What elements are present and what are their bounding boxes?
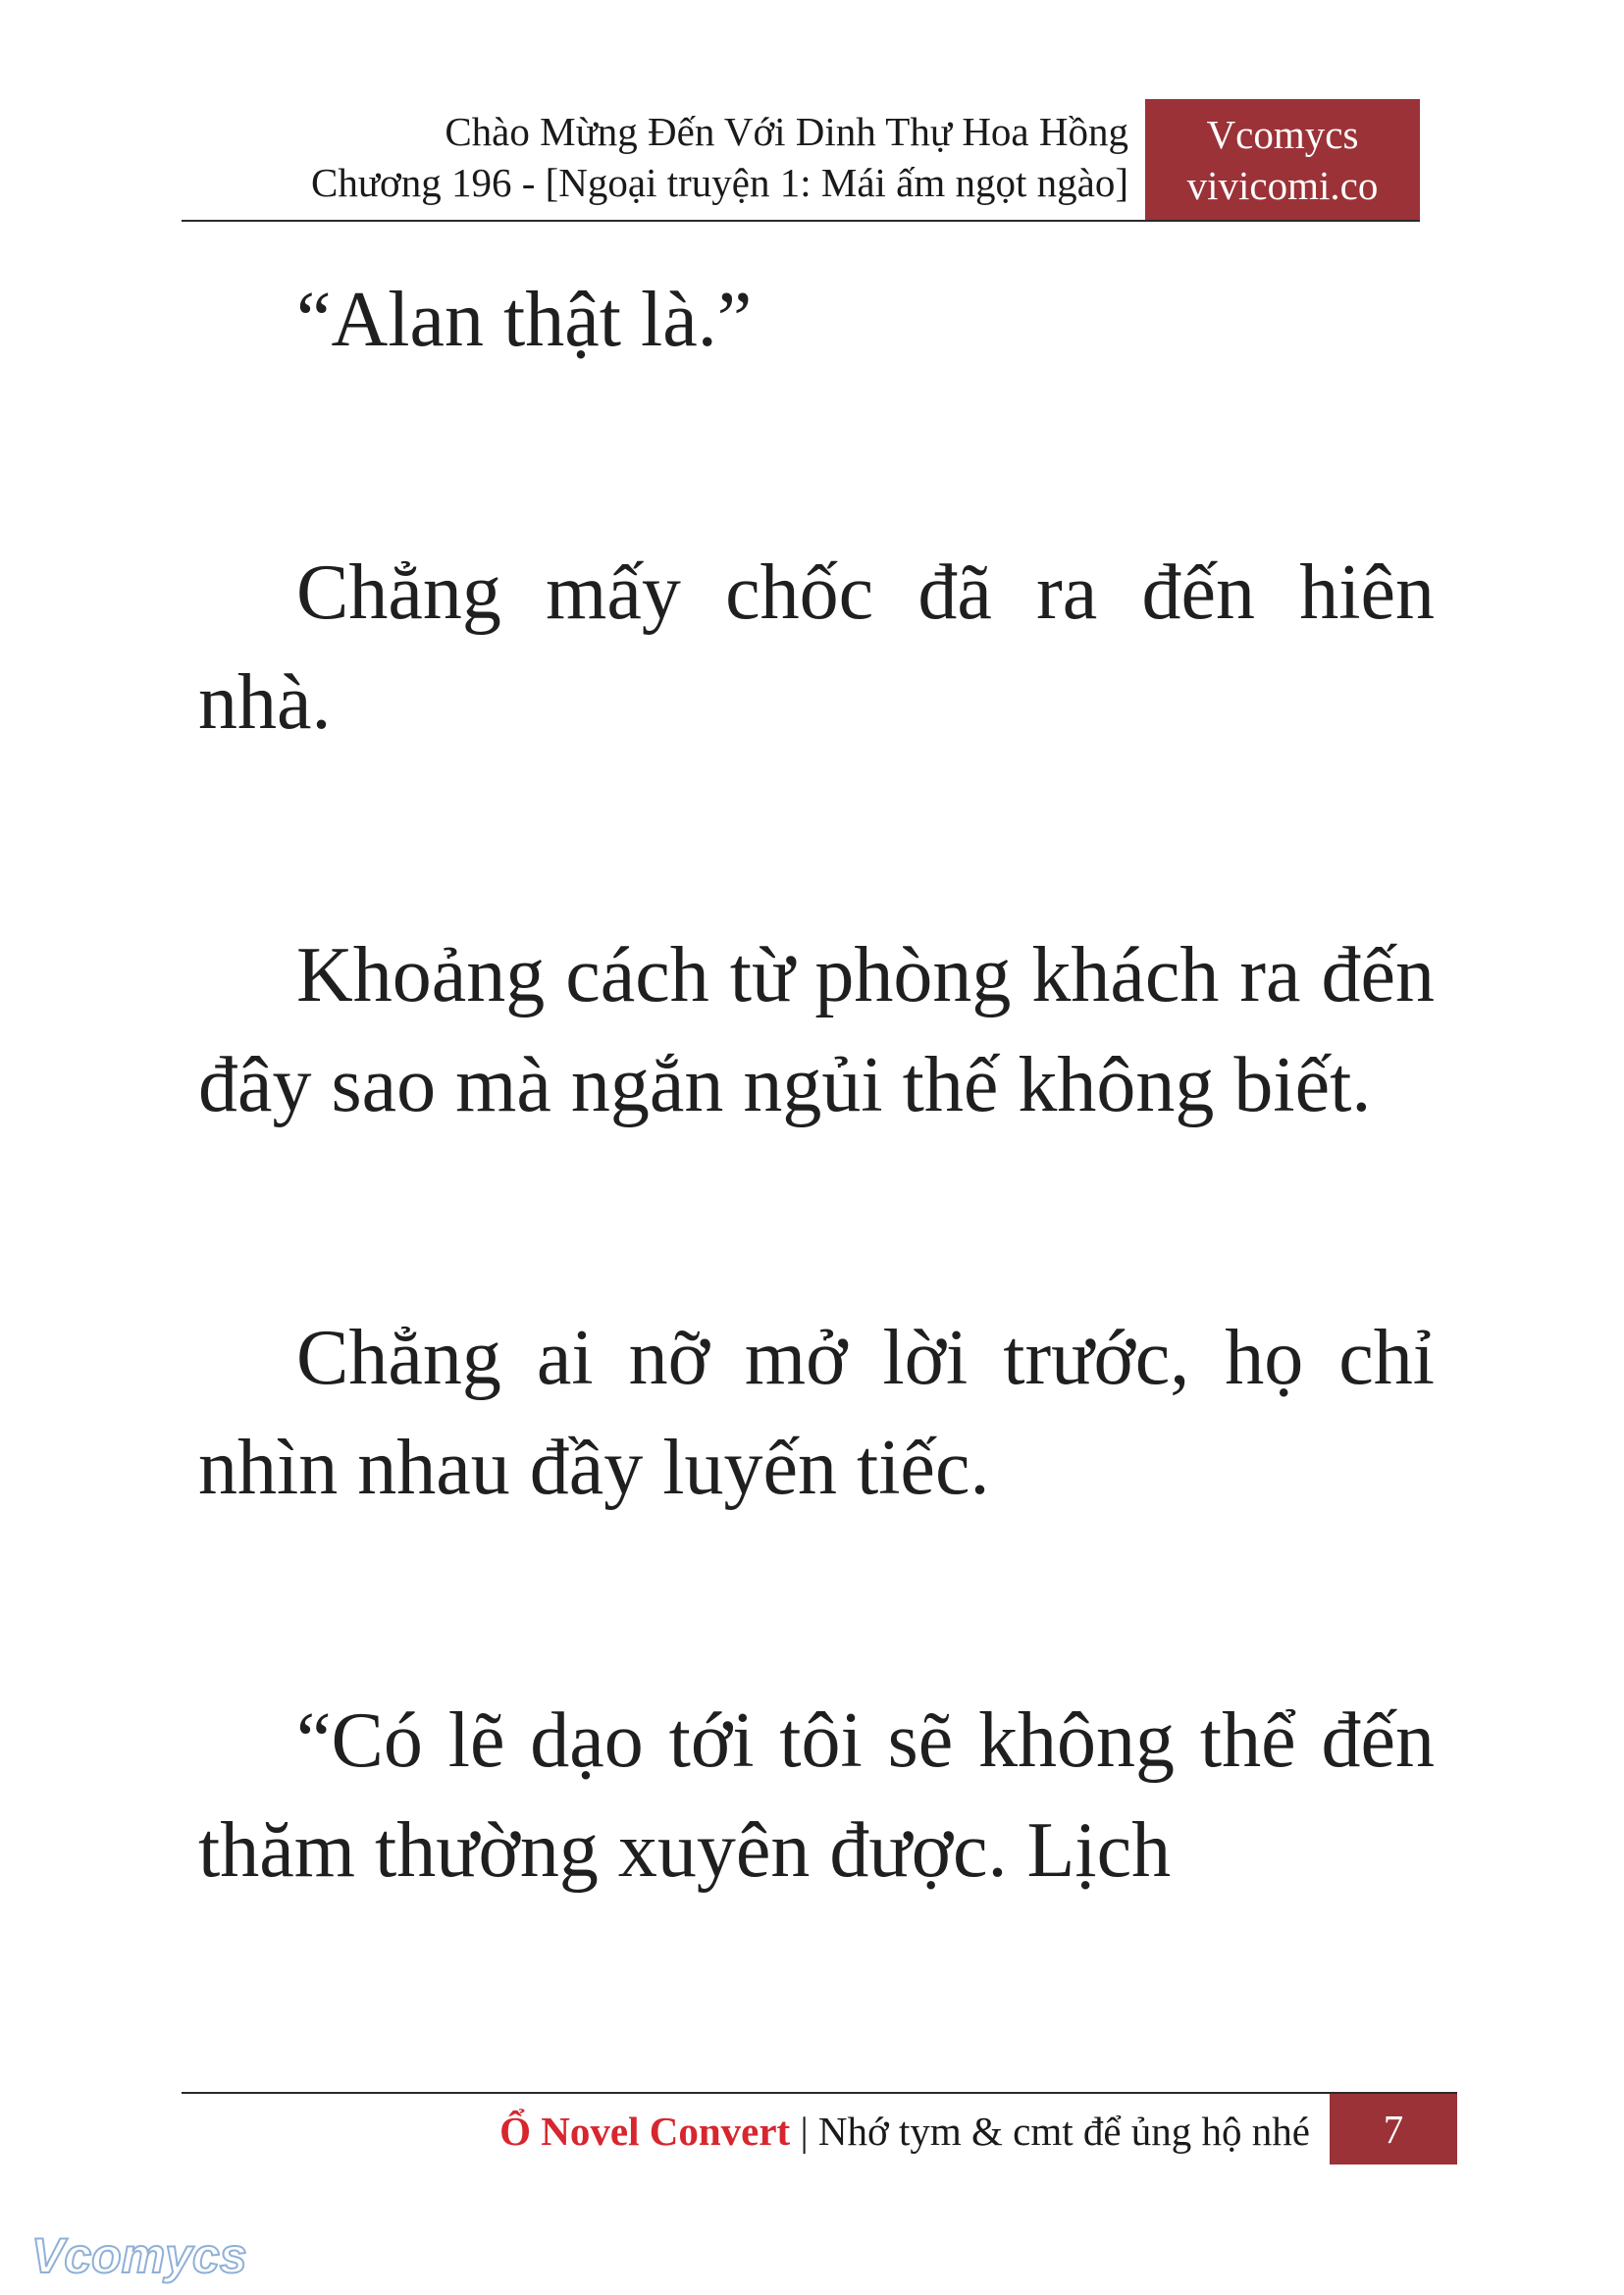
paragraph: Khoảng cách từ phòng khách ra đến đây sao mà ngắn ngủi thế không biết. xyxy=(198,932,1435,1128)
footer-message: Nhớ tym & cmt để ủng hộ nhé xyxy=(817,2109,1310,2154)
chapter-body xyxy=(198,265,1435,1905)
brand-site: vivicomi.co xyxy=(1186,163,1379,208)
footer-separator: | xyxy=(800,2109,809,2154)
page-number: 7 xyxy=(1330,2094,1457,2165)
paragraph: “Alan thật là.” xyxy=(296,277,753,363)
vcomycs-watermark-logo xyxy=(27,2221,253,2290)
footer-divider xyxy=(182,2092,1457,2094)
paragraph: Chẳng ai nỡ mở lời trước, họ chỉ nhìn nhau đầy luyến tiếc. xyxy=(198,1315,1435,1511)
watermark-text: Vcomycs xyxy=(31,2228,247,2283)
brand-name: Vcomycs xyxy=(1206,112,1359,157)
paragraph: Chẳng mấy chốc đã ra đến hiên nhà. xyxy=(198,549,1435,746)
paragraph: “Có lẽ dạo tới tôi sẽ không thể đến thăm thường xuyên được. Lịch xyxy=(198,1697,1435,1894)
book-title: Chào Mừng Đến Với Dinh Thự Hoa Hồng xyxy=(445,109,1128,154)
brand-badge xyxy=(1145,99,1420,220)
page-footer xyxy=(182,2106,1310,2157)
chapter-title: Chương 196 - [Ngoại truyện 1: Mái ấm ngọt ngào] xyxy=(310,160,1128,205)
header-divider xyxy=(182,220,1420,222)
page-header xyxy=(182,106,1128,208)
footer-brand: Ổ Novel Convert xyxy=(499,2109,791,2154)
